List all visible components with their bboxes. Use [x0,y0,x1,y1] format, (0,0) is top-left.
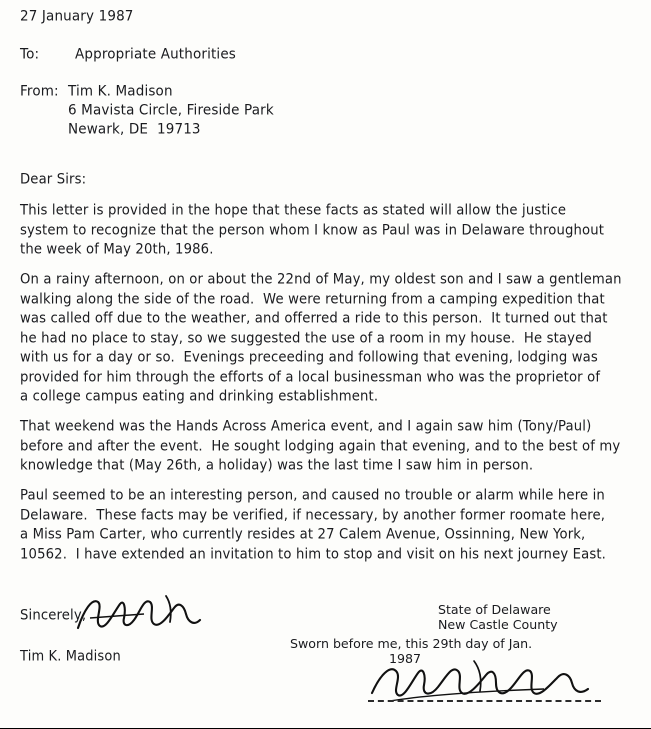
closing: Sincerely, [20,608,87,624]
paragraph-1-line-1: This letter is provided in the hope that these facts as stated will allow the justice [20,203,567,219]
paragraph-2-line-4: he had no place to stay, so we suggested the use of a room in my house. He stayed [20,330,592,347]
signer-name: Tim K. Madison [20,649,121,665]
paragraph-1-line-3: the week of May 20th, 1986. [20,242,214,258]
paragraph-4-line-1: Paul seemed to be an interesting person, and caused no trouble or alarm while here in [20,488,605,504]
signature-mark-sender [74,588,204,636]
to-label: To: [20,46,40,63]
paragraph-2-line-1: On a rainy afternoon, on or about the 22nd of May, my oldest son and I saw a gentleman [20,272,622,288]
notary-county: New Castle County [438,617,558,632]
paragraph-2-line-7: a college campus eating and drinking establishment. [20,389,379,405]
letter-date: 27 January 1987 [20,8,134,25]
from-label: From: [20,83,59,100]
paragraph-3-line-1: That weekend was the Hands Across America event, and I again saw him (Tony/Paul) [20,419,592,435]
paragraph-2-line-3: was called off due to the weather, and offerred a ride to this person. It turned out that [20,311,608,327]
paragraph-2-line-2: walking along the side of the road. We were returning from a camping expedition that [20,291,605,308]
paragraph-2 [20,272,651,409]
paragraph-1-line-2: system to recognize that the person whom I know as Paul was in Delaware throughout [20,222,605,239]
paragraph-3-line-2: before and after the event. He sought lodging again that evening, and to the best of my [20,438,621,455]
paragraph-1 [20,203,651,262]
paragraph-4-line-4: 10562. I have extended an invitation to him to stop and visit on his next journey East. [20,546,607,563]
paragraph-2-line-5: with us for a day or so. Evenings preceeding and following that evening, lodging was [20,350,598,366]
notary-sworn-text: Sworn before me, this 29th day of Jan. [290,636,533,651]
to-value: Appropriate Authorities [75,46,236,63]
paragraph-4-line-3: a Miss Pam Carter, who currently resides at 27 Calem Avenue, Ossinning, New York, [20,527,586,543]
from-line-2: 6 Mavista Circle, Fireside Park [68,102,274,119]
paragraph-2-line-6: provided for him through the efforts of a local businessman who was the proprietor of [20,369,601,386]
paragraph-3-line-3: knowledge that (May 26th, a holiday) was the last time I saw him in person. [20,458,534,474]
notary-state: State of Delaware [438,602,551,617]
paragraph-4 [20,488,651,566]
from-line-3: Newark, DE 19713 [68,121,201,138]
notary-year: 1987 [389,651,422,666]
notary-signature-line [368,700,601,702]
salutation: Dear Sirs: [20,172,87,188]
from-line-1: Tim K. Madison [68,83,173,100]
paragraph-3 [20,419,651,478]
paragraph-4-line-2: Delaware. These facts may be verified, if necessary, by another former roomate here, [20,507,606,524]
